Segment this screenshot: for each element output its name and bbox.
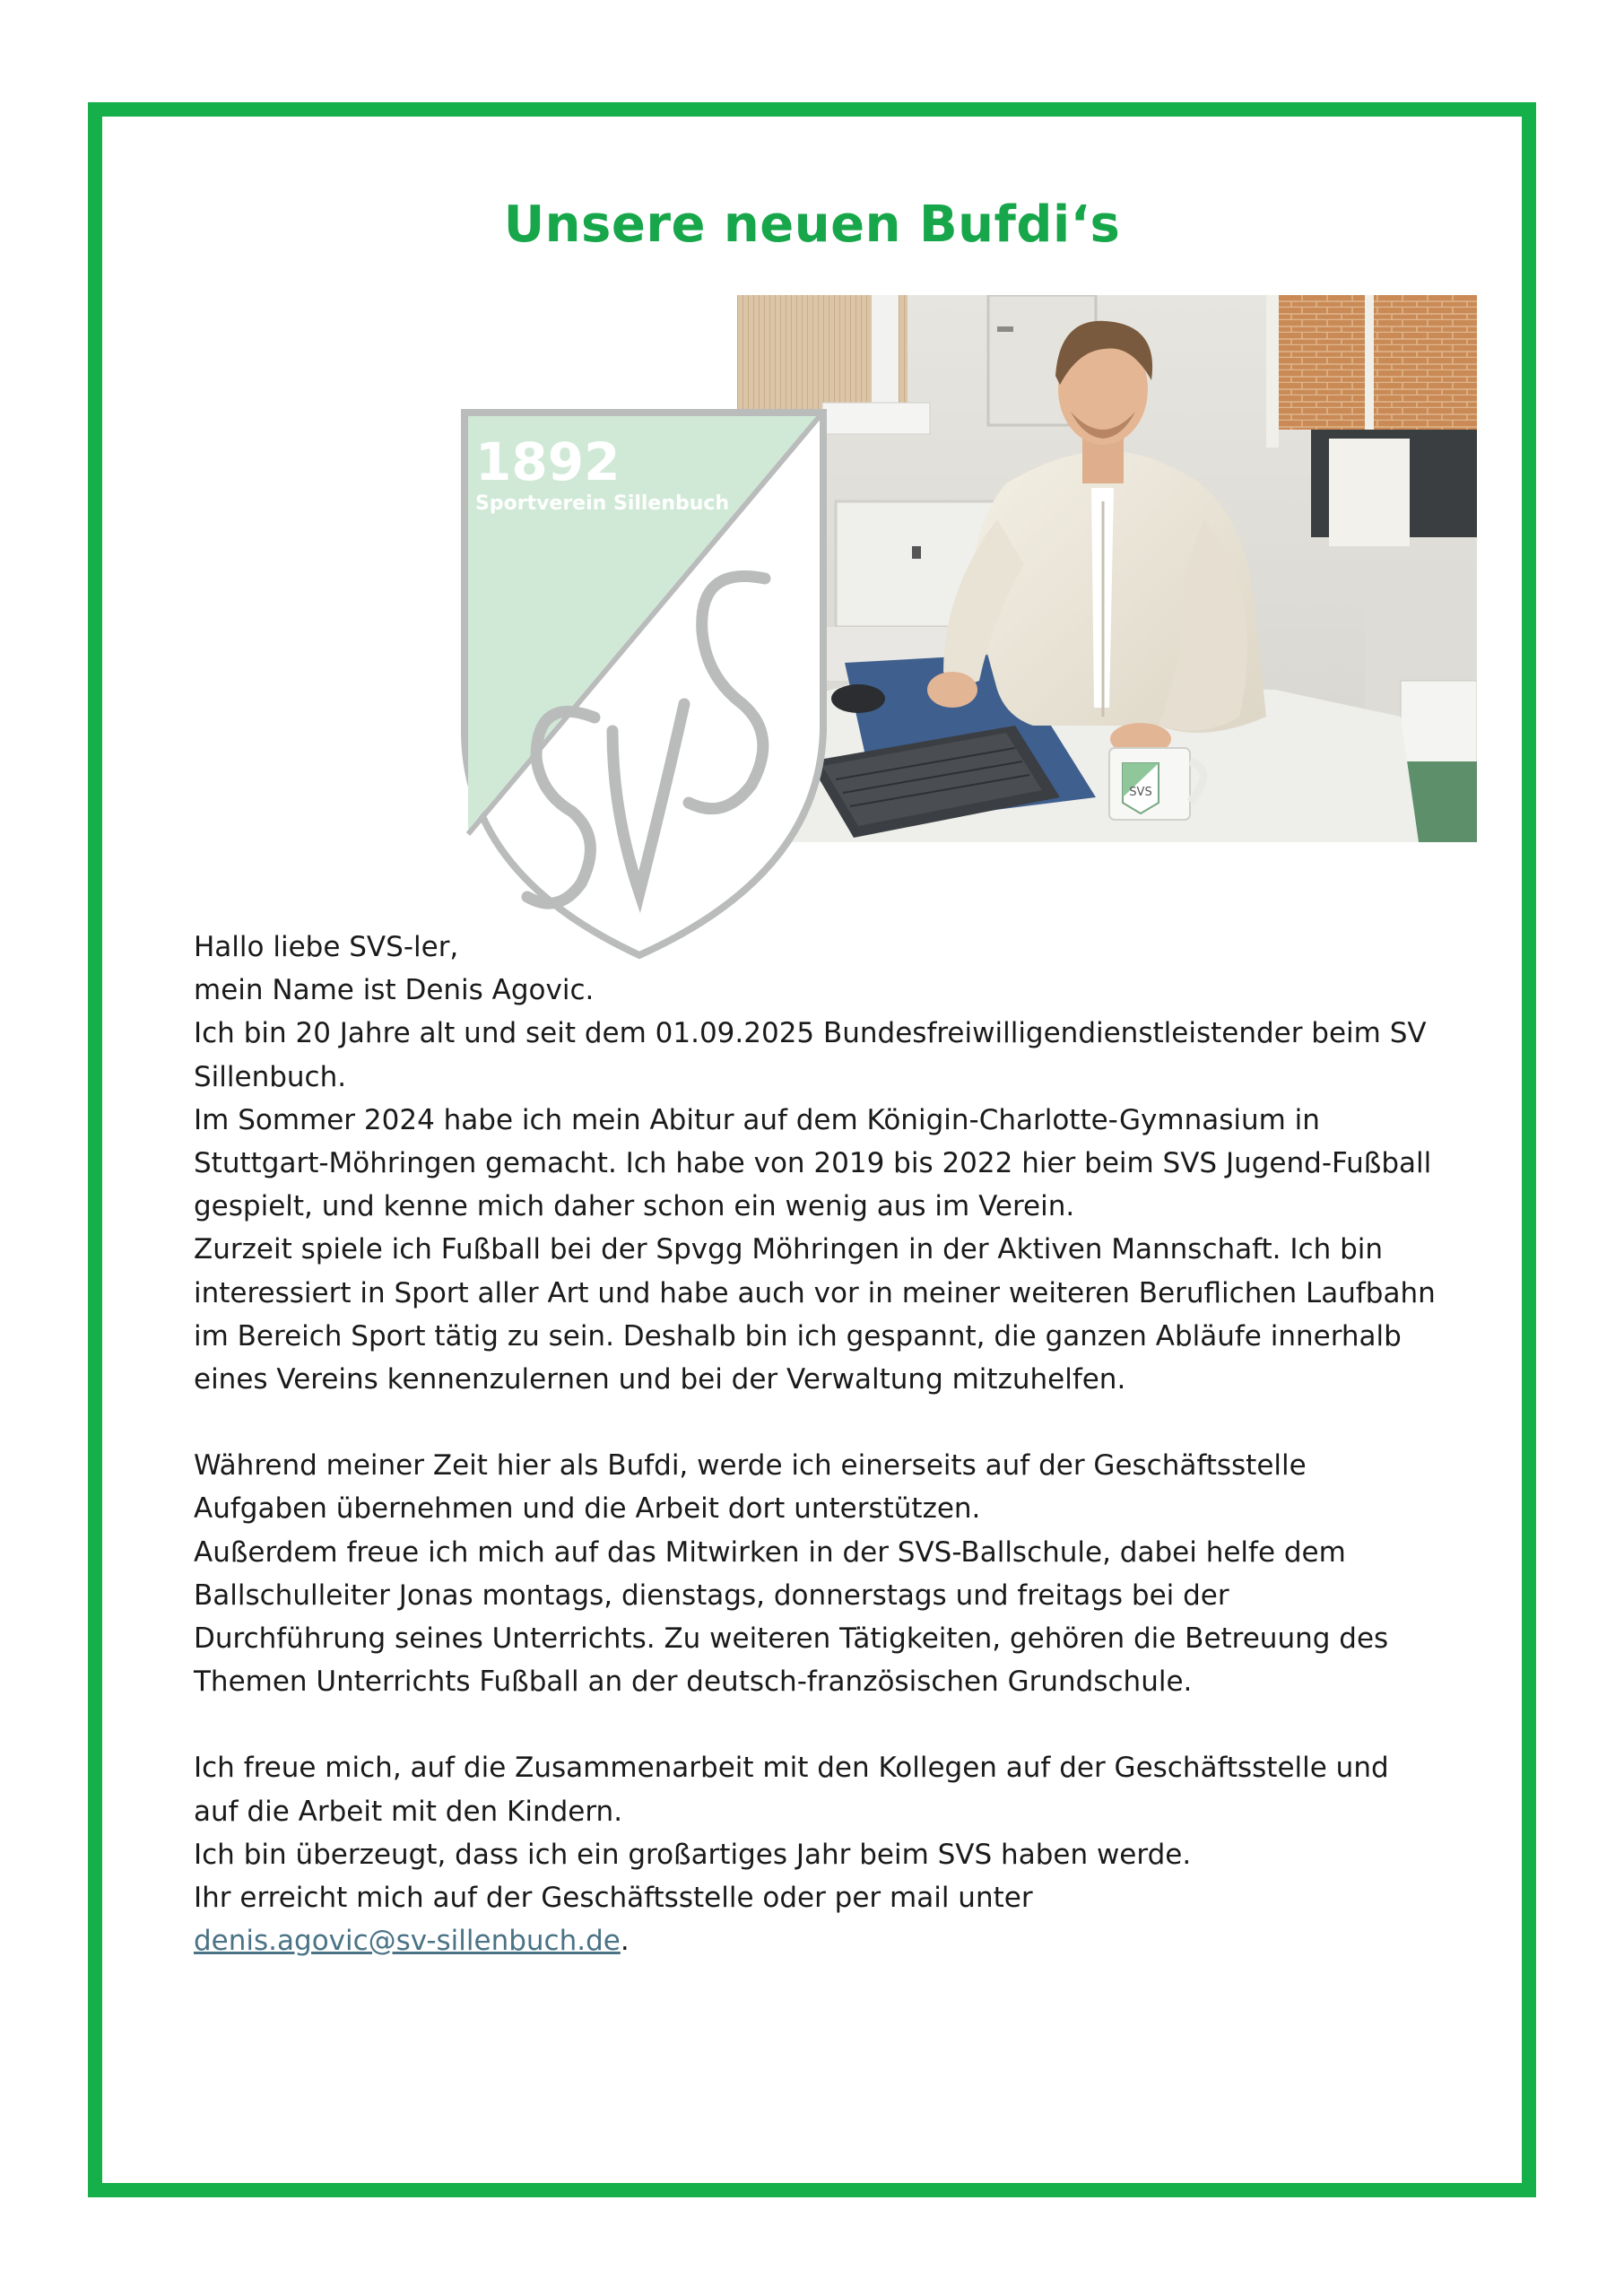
paragraph-closing	[194, 1746, 1467, 1962]
crest-club-name: Sportverein Sillenbuch	[475, 492, 730, 515]
email-suffix: .	[620, 1925, 630, 1958]
text-line: Themen Unterrichts Fußball an der deutsch-französischen Grundschule.	[194, 1665, 1193, 1699]
text-line: Stuttgart-Möhringen gemacht. Ich habe von 2019 bis 2022 hier beim SVS Jugend-Fußball	[194, 1147, 1432, 1180]
text-line: Ihr erreicht mich auf der Geschäftsstelle oder per mail unter	[194, 1882, 1033, 1915]
text-line: mein Name ist Denis Agovic.	[194, 974, 595, 1007]
page-title: Unsere neuen Bufdi‘s	[503, 196, 1121, 254]
crest-year: 1892	[475, 431, 621, 492]
club-crest-logo	[456, 408, 832, 960]
email-link[interactable]: denis.agovic@sv-sillenbuch.de	[194, 1925, 621, 1958]
text-line: Zurzeit spiele ich Fußball bei der Spvgg Möhringen in der Aktiven Mannschaft. Ich bin	[194, 1233, 1384, 1266]
text-line: Im Sommer 2024 habe ich mein Abitur auf dem Königin-Charlotte-Gymnasium in	[194, 1103, 1320, 1136]
text-line: Durchführung seines Unterrichts. Zu weiteren Tätigkeiten, gehören die Betreuung des	[194, 1622, 1389, 1656]
text-line: Aufgaben übernehmen und die Arbeit dort unterstützen.	[194, 1492, 981, 1526]
text-line: Ich bin überzeugt, dass ich ein großartiges Jahr beim SVS haben werde.	[194, 1838, 1192, 1871]
text-line: Sillenbuch.	[194, 1060, 347, 1093]
text-line: Ballschulleiter Jonas montags, dienstags, donnerstags und freitags bei der	[194, 1578, 1229, 1612]
letter-body	[194, 926, 1467, 1962]
text-line: gespielt, und kenne mich daher schon ein wenig aus im Verein.	[194, 1190, 1075, 1223]
text-line: im Bereich Sport tätig zu sein. Deshalb bin ich gespannt, die ganzen Abläufe innerhalb	[194, 1319, 1402, 1352]
text-line: Ich freue mich, auf die Zusammenarbeit mit den Kollegen auf der Geschäftsstelle und	[194, 1752, 1389, 1785]
text-line: Hallo liebe SVS-ler,	[194, 931, 459, 963]
person-photo	[737, 295, 1477, 842]
text-line: auf die Arbeit mit den Kindern.	[194, 1795, 623, 1828]
paragraph-spacer	[194, 1703, 1467, 1746]
mug-monogram: SVS	[1129, 786, 1152, 799]
text-line: Außerdem freue ich mich auf das Mitwirken in der SVS-Ballschule, dabei helfe dem	[194, 1535, 1346, 1569]
paragraph-intro	[194, 926, 1467, 1401]
text-line: Während meiner Zeit hier als Bufdi, werde ich einerseits auf der Geschäftsstelle	[194, 1449, 1307, 1483]
text-line: Ich bin 20 Jahre alt und seit dem 01.09.2025 Bundesfreiwilligendienstleistender beim SV	[194, 1017, 1427, 1050]
text-line: eines Vereins kennenzulernen und bei der Verwaltung mitzuhelfen.	[194, 1363, 1126, 1396]
text-line: interessiert in Sport aller Art und habe auch vor in meiner weiteren Beruflichen Laufbahn	[194, 1276, 1436, 1309]
paragraph-duties	[194, 1444, 1467, 1703]
paragraph-spacer	[194, 1401, 1467, 1444]
